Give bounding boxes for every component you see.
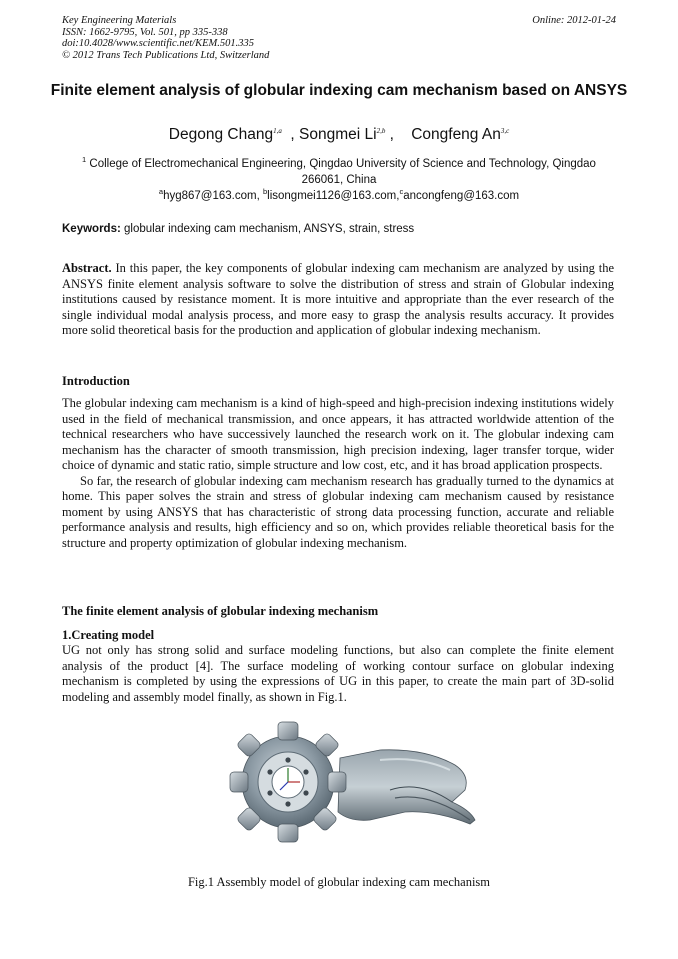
abstract-label: Abstract.: [62, 261, 112, 275]
author-list: Degong Chang$^{1,a}$ , Songmei Li$^{2,b}$ , Congfeng An$^{3,c}$: [168, 126, 510, 143]
email-list: [40, 187, 638, 202]
email-address: lisongmei1126@163.com,: [267, 189, 400, 202]
paper-title: Finite element analysis of globular indexing cam mechanism based on ANSYS: [50, 82, 628, 99]
email-address: ancongfeng@163.com: [403, 189, 520, 202]
affiliation: [70, 152, 608, 188]
author-affil-mark: 1,a: [273, 126, 282, 135]
affiliation-mark: 1: [82, 155, 87, 164]
running-header: [62, 15, 269, 61]
introduction-body: [62, 396, 614, 551]
email-mark: c: [399, 187, 404, 196]
section-heading: The finite element analysis of globular indexing mechanism: [62, 604, 379, 618]
email-mark: a: [158, 187, 164, 196]
abstract-text: In this paper, the key components of globular indexing cam mechanism are analyzed by using the ANSYS finite element analysis software to solve the distribution of stress and strain of Globular indexing institutions caused by resistance moment. It is more intuitive and appropriate than the ever research of the single individual modal analysis process, and more easy to grasp the analysis results accuracy. It provides more solid theoretical basis for the production and application of globular indexing mechanism.: [62, 261, 614, 337]
author-affil-mark: 3,c: [500, 126, 510, 135]
introduction-heading: Introduction: [62, 374, 130, 388]
email-mark: b: [262, 187, 268, 196]
journal-name: Key Engineering Materials: [62, 15, 177, 26]
introduction-paragraph: The globular indexing cam mechanism is a kind of high-speed and high-precision indexing institutions widely used in the field of mechanical transmission, and once appears, it has attracted worldwide attention of the technical researchers who have successively launched the research work on it. The globular indexing cam mechanism has the character of smooth transmission, high precision indexing, lager transfer torque, wider choice of dynamic and static ratio, simple structure and low cost, etc, and it has broad application prospects.: [62, 396, 614, 472]
online-date: Online: 2012-01-24: [532, 15, 616, 26]
cam-body: [338, 750, 475, 824]
figure-caption: Fig.1 Assembly model of globular indexing cam mechanism: [187, 875, 491, 889]
assembly-model-figure: [220, 720, 482, 865]
creating-model-body: [62, 643, 614, 705]
abstract: [62, 261, 614, 339]
author-name: Degong Chang: [168, 126, 274, 143]
subsection-heading: 1.Creating model: [62, 628, 155, 642]
turret-disc: [230, 722, 346, 842]
email-address: hyg867@163.com,: [163, 189, 260, 202]
issn-line: ISSN: 1662-9795, Vol. 501, pp 335-338: [62, 26, 228, 38]
keywords-label: Keywords:: [62, 223, 121, 235]
author-name: Songmei Li: [299, 126, 377, 143]
creating-model-paragraph: UG not only has strong solid and surface modeling functions, but also can complete the finite element analysis of the product [4]. The surface modeling of working contour surface on globular indexing mechanism is completed by using the expressions of UG in this paper, to create the main part of 3D-solid modeling and assembly model finally, as shown in Fig.1.: [62, 643, 614, 704]
author-name: Congfeng An: [411, 126, 501, 143]
keywords: [62, 223, 414, 235]
affiliation-text: College of Electromechanical Engineering, Qingdao University of Science and Technology, Qingdao 266061, China: [89, 157, 596, 186]
keywords-text: globular indexing cam mechanism, ANSYS, strain, stress: [124, 223, 415, 235]
introduction-paragraph: So far, the research of globular indexing cam mechanism research has gradually turned to the dynamics at home. This paper solves the strain and stress of globular indexing cam mechanism caused by resistance moment by using ANSYS that has characteristic of strong data processing function, accurate and reliable performance analysis and results, high efficiency and so on, which provides reliable theoretical basis for the structure and property optimization of globular indexing mechanism.: [62, 473, 614, 550]
doi-line: doi:10.4028/www.scientific.net/KEM.501.335: [62, 38, 254, 49]
author-affil-mark: 2,b: [376, 126, 386, 135]
copyright-line: © 2012 Trans Tech Publications Ltd, Switzerland: [62, 49, 270, 61]
